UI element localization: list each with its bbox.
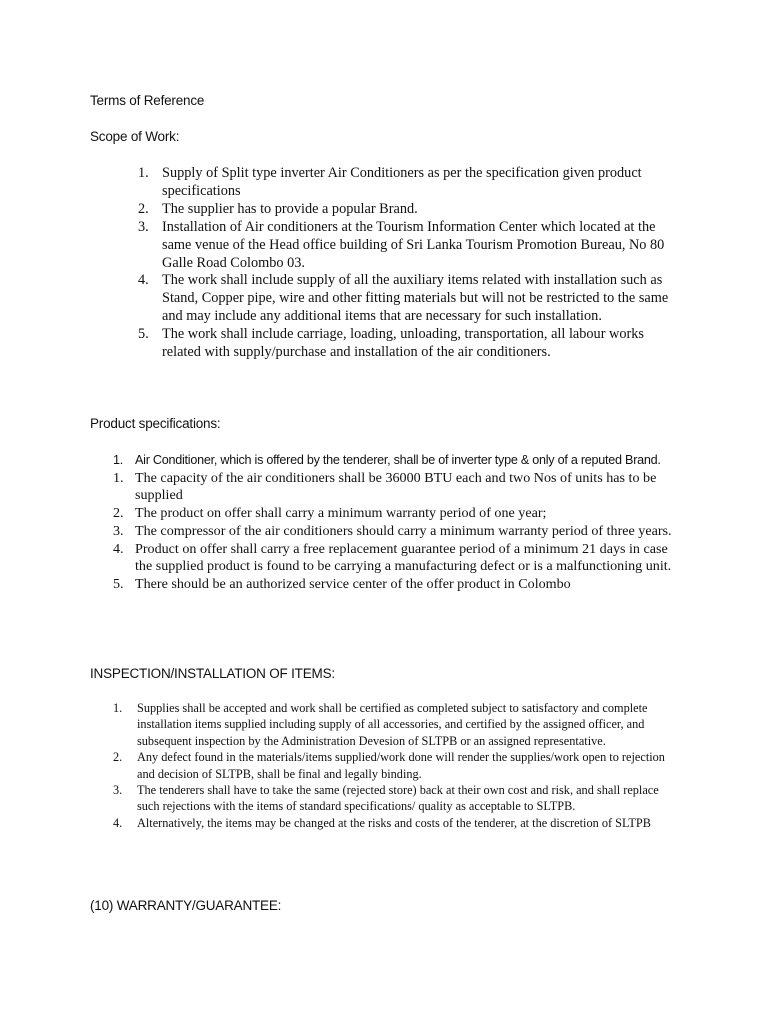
list-item: 2. The supplier has to provide a popular Brand. (138, 200, 418, 217)
inspection-heading: INSPECTION/INSTALLATION OF ITEMS: (90, 666, 335, 681)
list-item: 2. Any defect found in the materials/items supplied/work done will render the supplies/work open to rejection and decision of SLTPB, shall be final and legally binding. (113, 750, 665, 781)
list-item: 1. The capacity of the air conditioners shall be 36000 BTU each and two Nos of units has to be supplied (113, 469, 657, 504)
list-item: 4. The work shall include supply of all the auxiliary items related with installation such as Stand, Copper pipe, wire and other fitting materials but will not be restricted to the same and may include any additional items that are necessary for such installation. (138, 272, 669, 325)
list-item: 1. Air Conditioner, which is offered by the tenderer, shall be of inverter type & only of a reputed Brand. (113, 453, 661, 467)
product-specifications-heading: Product specifications: (90, 416, 221, 431)
product-specifications-list (0, 452, 680, 594)
list-item: 5. The work shall include carriage, loading, unloading, transportation, all labour works related with supply/purchase and installation of the air conditioners. (138, 326, 644, 361)
inspection-list (0, 700, 682, 831)
scope-of-work-list (0, 165, 678, 362)
list-item: 3. Installation of Air conditioners at the Tourism Information Center which located at the same venue of the Head office building of Sri Lanka Tourism Promotion Bureau, No 80 Galle Road Colombo 03. (138, 218, 665, 271)
list-item: 5. There should be an authorized service center of the offer product in Colombo (113, 575, 571, 592)
list-item: 3. The tenderers shall have to take the same (rejected store) back at their own cost and risk, and shall replace such rejections with the items of standard specifications/ quality as acceptable to SLTPB. (113, 783, 659, 814)
list-item: 1. Supply of Split type inverter Air Conditioners as per the specification given product specifications (138, 165, 642, 199)
document-title: Terms of Reference (90, 93, 205, 108)
list-item: 3. The compressor of the air conditioners should carry a minimum warranty period of three years. (113, 522, 672, 539)
list-item: 4. Product on offer shall carry a free replacement guarantee period of a minimum 21 days in case the supplied product is found to be carrying a manufacturing defect or is a malfunctioning unit. (113, 540, 672, 575)
list-item: 4. Alternatively, the items may be changed at the risks and costs of the tenderer, at the discretion of SLTPB (113, 815, 651, 830)
warranty-heading: (10) WARRANTY/GUARANTEE: (90, 898, 282, 913)
list-item: 1. Supplies shall be accepted and work shall be certified as completed subject to satisfactory and complete installation items supplied including supply of all accessories, and certified by the assigned officer, and subsequent inspection by the Administration Devesion of SLTPB or an assigned representative. (113, 701, 648, 748)
scope-of-work-heading: Scope of Work: (90, 129, 180, 144)
list-item: 2. The product on offer shall carry a minimum warranty period of one year; (113, 505, 547, 522)
